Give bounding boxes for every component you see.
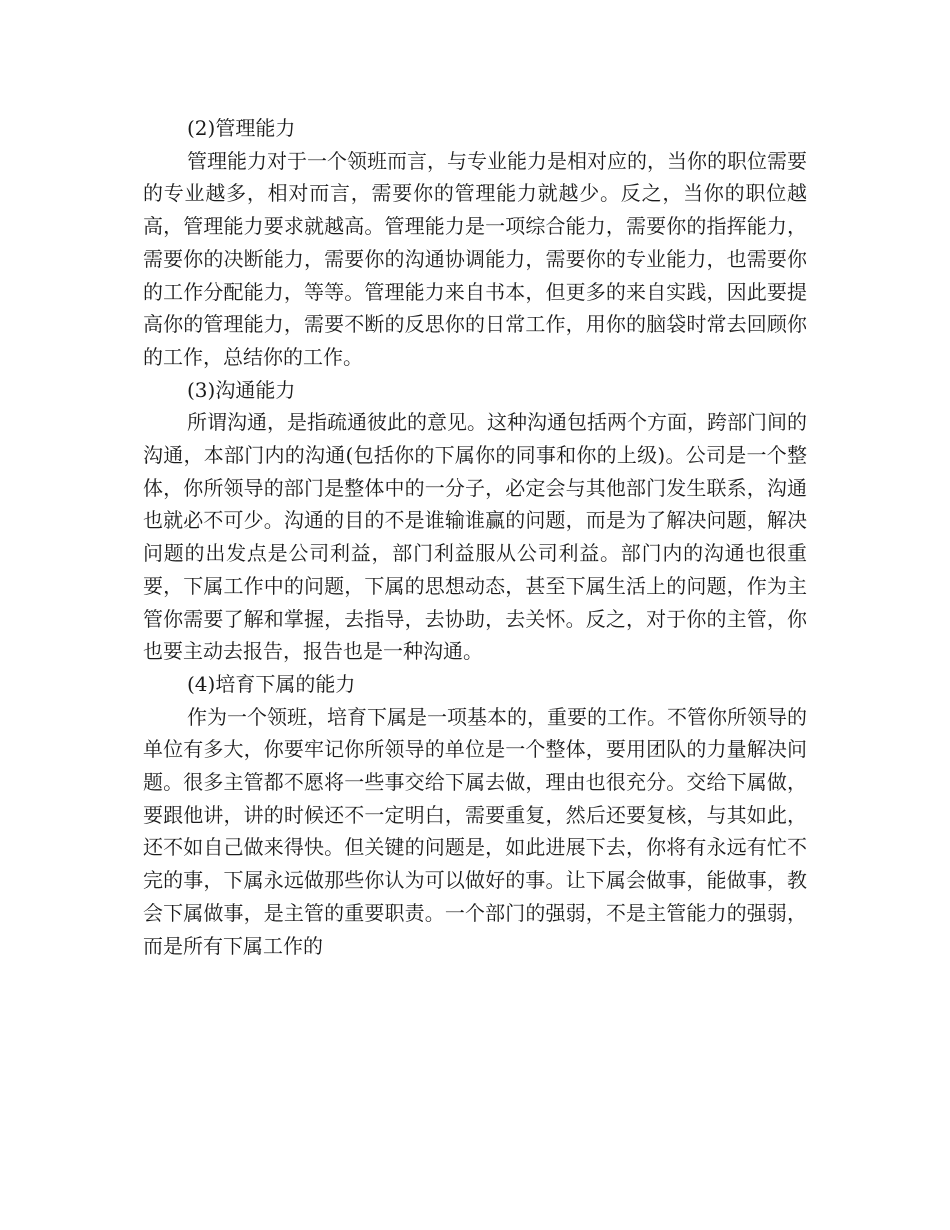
section-paragraph: 作为一个领班，培育下属是一项基本的，重要的工作。不管你所领导的单位有多大，你要牢记你所领导的单位是一个整体，要用团队的力量解决问题。很多主管都不愿将一些事交给下属去做，理由也很充分。交给下属做，要跟他讲，讲的时候还不一定明白，需要重复，然后还要复核，与其如此，还不如自己做来得快。但关键的问题是，如此进展下去，你将有永远有忙不完的事，下属永远做那些你认为可以做好的事。让下属会做事，能做事，教会下属做事，是主管的重要职责。一个部门的强弱，不是主管能力的强弱，而是所有下属工作的 (143, 704, 807, 958)
document-page (143, 112, 807, 962)
section-cultivate-subordinates (143, 668, 807, 962)
section-communication-ability (143, 374, 807, 668)
section-heading: (4)培育下属的能力 (187, 671, 356, 696)
section-management-ability (143, 112, 807, 374)
section-heading: (3)沟通能力 (187, 377, 296, 402)
section-paragraph: 所谓沟通，是指疏通彼此的意见。这种沟通包括两个方面，跨部门间的沟通，本部门内的沟通(包括你的下属你的同事和你的上级)。公司是一个整体，你所领导的部门是整体中的一分子，必定会与其他部门发生联系，沟通也就必不可少。沟通的目的不是谁输谁赢的问题，而是为了解决问题，解决问题的出发点是公司利益，部门利益服从公司利益。部门内的沟通也很重要，下属工作中的问题，下属的思想动态，甚至下属生活上的问题，作为主管你需要了解和掌握，去指导，去协助，去关怀。反之，对于你的主管，你也要主动去报告，报告也是一种沟通。 (143, 410, 807, 664)
section-heading: (2)管理能力 (187, 116, 296, 140)
section-paragraph: 管理能力对于一个领班而言，与专业能力是相对应的，当你的职位需要的专业越多，相对而言，需要你的管理能力就越少。反之，当你的职位越高，管理能力要求就越高。管理能力是一项综合能力，需要你的指挥能力，需要你的决断能力，需要你的沟通协调能力，需要你的专业能力，也需要你的工作分配能力，等等。管理能力来自书本，但更多的来自实践，因此要提高你的管理能力，需要不断的反思你的日常工作，用你的脑袋时常去回顾你的工作，总结你的工作。 (143, 148, 807, 369)
